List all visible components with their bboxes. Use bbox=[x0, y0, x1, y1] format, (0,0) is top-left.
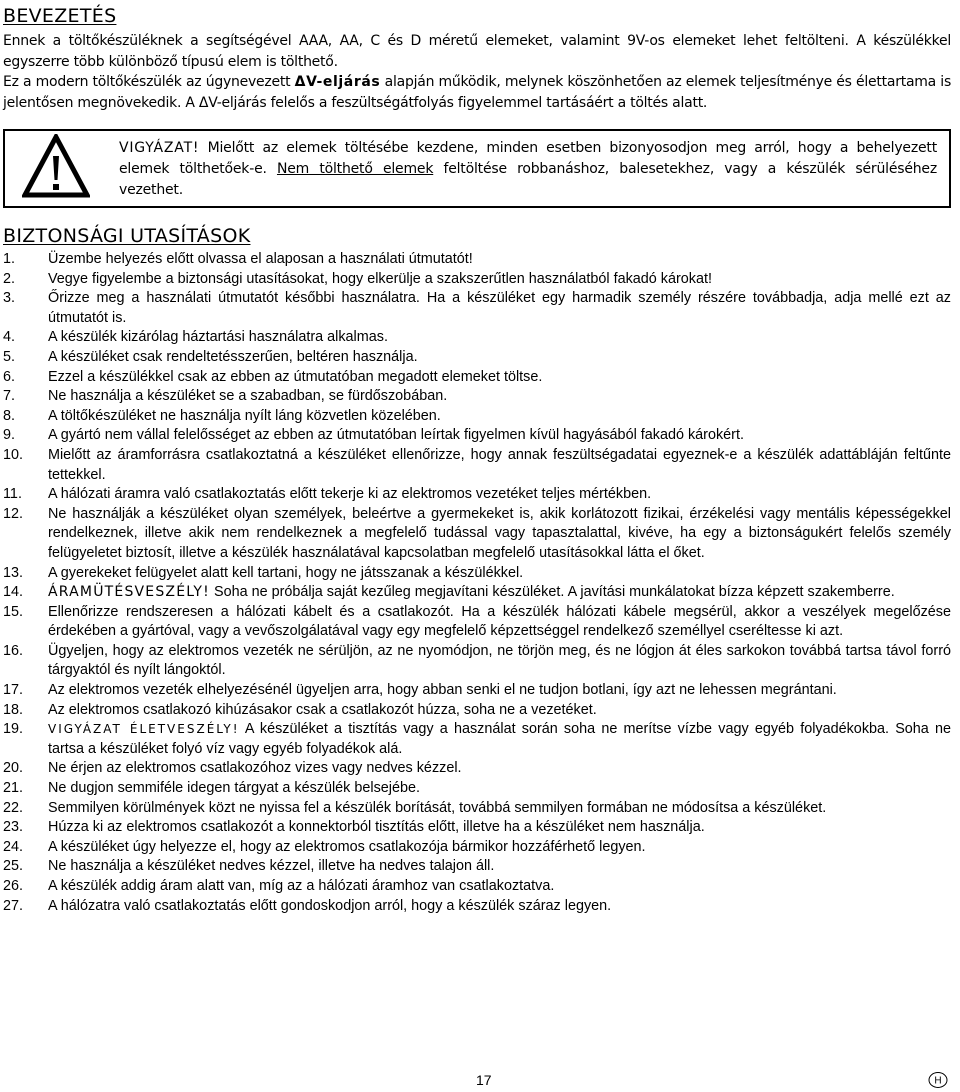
list-item-number: 8. bbox=[3, 407, 16, 424]
list-item bbox=[3, 426, 951, 446]
list-item-text: A hálózatra való csatlakoztatás előtt gondoskodjon arról, hogy a készülék száraz legyen. bbox=[48, 897, 612, 914]
list-item-text: Ne használja a készüléket se a szabadban, se fürdőszobában. bbox=[48, 388, 448, 405]
list-item-number: 11. bbox=[3, 486, 22, 503]
list-item bbox=[3, 250, 951, 270]
list-item-number: 7. bbox=[3, 388, 16, 405]
warning-box bbox=[3, 129, 951, 208]
list-item-number: 9. bbox=[3, 427, 16, 444]
list-item bbox=[3, 387, 951, 407]
list-item-number: 26. bbox=[3, 878, 24, 894]
list-item bbox=[3, 642, 951, 681]
list-item-text: A készüléket csak rendeltetésszerűen, beltéren használja. bbox=[48, 348, 418, 365]
list-item-number: 1. bbox=[3, 251, 16, 267]
list-item-text: Az elektromos csatlakozó kihúzásakor csak a csatlakozót húzza, soha ne a vezetéket. bbox=[48, 701, 597, 718]
list-item bbox=[3, 897, 951, 917]
list-item-number: 25. bbox=[3, 858, 24, 875]
list-item bbox=[3, 603, 951, 642]
warning-text-part: Mielőtt az elemek töltésébe kezdene, minden esetben bizonyosodjon meg arról, hogy a behelyezett elemek tölthetőek-e. bbox=[119, 140, 937, 177]
list-item-text: A gyerekeket felügyelet alatt kell tartani, hogy ne játsszanak a készülékkel. bbox=[48, 564, 524, 581]
intro-paragraph-1: Ennek a töltőkészüléknek a segítségével AAA, AA, C és D méretű elemeket, valamint 9V-os elemeket lehet feltölteni. A készülékkel egyszerre több különböző típusú elem is tölthető. bbox=[3, 33, 951, 70]
list-item-text: Az elektromos vezeték elhelyezésénél ügyeljen arra, hogy abban senki el ne tudjon botlani, így azt ne lehessen megrántani. bbox=[48, 682, 837, 699]
safety-instructions-list bbox=[3, 250, 951, 916]
language-badge-icon bbox=[928, 1071, 948, 1089]
list-item-text: A készüléket úgy helyezze el, hogy az elektromos csatlakozója bármikor hozzáférhető legyen. bbox=[48, 838, 646, 855]
warning-triangle-icon bbox=[22, 134, 90, 198]
list-item-number: 13. bbox=[3, 564, 24, 581]
warning-underlined-text: Nem tölthető elemek bbox=[276, 161, 434, 177]
list-item-text: Üzembe helyezés előtt olvassa el alaposan a használati útmutatót! bbox=[48, 251, 473, 267]
list-item-number: 24. bbox=[3, 838, 24, 855]
list-item-number: 6. bbox=[3, 368, 16, 385]
list-item bbox=[3, 779, 951, 799]
list-item bbox=[3, 759, 951, 779]
list-item bbox=[3, 270, 951, 290]
list-item-warning-lead: VIGYÁZAT ÉLETVESZÉLY! bbox=[48, 722, 240, 737]
list-item-text: Ne használja a készüléket nedves kézzel, illetve ha nedves talajon áll. bbox=[48, 858, 495, 875]
list-item-text: Ne érjen az elektromos csatlakozóhoz vizes vagy nedves kézzel. bbox=[48, 760, 462, 777]
list-item-number: 27. bbox=[3, 897, 24, 914]
list-item bbox=[3, 368, 951, 388]
list-item bbox=[3, 877, 951, 897]
list-item bbox=[3, 505, 951, 564]
list-item-number: 21. bbox=[3, 780, 24, 797]
list-item-number: 19. bbox=[3, 721, 24, 738]
warning-heading: VIGYÁZAT! bbox=[119, 140, 200, 156]
list-item-number: 5. bbox=[3, 348, 16, 365]
list-item-number: 20. bbox=[3, 760, 24, 777]
list-item-number: 17. bbox=[3, 682, 24, 699]
list-item bbox=[3, 583, 951, 603]
list-item-number: 10. bbox=[3, 446, 24, 463]
list-item-number: 16. bbox=[3, 642, 24, 659]
list-item bbox=[3, 681, 951, 701]
language-mark: H bbox=[934, 1075, 942, 1087]
list-item bbox=[3, 348, 951, 368]
list-item bbox=[3, 701, 951, 721]
list-item-number: 14. bbox=[3, 584, 24, 601]
list-item bbox=[3, 446, 951, 485]
intro-paragraph-2 bbox=[3, 72, 951, 113]
list-item-warning-lead: ÁRAMÜTÉSVESZÉLY! bbox=[48, 584, 210, 601]
list-item bbox=[3, 720, 951, 759]
list-item-text: Vegye figyelembe a biztonsági utasításokat, hogy elkerülje a szakszerűtlen használatból fakadó károkat! bbox=[48, 270, 712, 287]
list-item-text: Ne dugjon semmiféle idegen tárgyat a készülék belsejébe. bbox=[48, 780, 420, 797]
list-item-text: Húzza ki az elektromos csatlakozót a konnektorból tisztítás előtt, illetve ha a készüléket nem használja. bbox=[48, 819, 705, 836]
document-page bbox=[3, 4, 951, 916]
list-item-text: A töltőkészüléket ne használja nyílt láng közvetlen közelében. bbox=[48, 407, 441, 424]
list-item-number: 23. bbox=[3, 819, 24, 836]
list-item-text: A hálózati áramra való csatlakoztatás előtt tekerje ki az elektromos vezetéket teljes mértékben. bbox=[48, 486, 652, 503]
dv-method-term: ΔV-eljárás bbox=[294, 74, 381, 90]
warning-text-part: feltöltése robbanáshoz, balesetekhez, vagy a készülék sérüléséhez vezethet. bbox=[119, 161, 937, 198]
list-item-number: 18. bbox=[3, 701, 24, 718]
list-item bbox=[3, 485, 951, 505]
list-item-number: 15. bbox=[3, 603, 24, 620]
safety-heading: BIZTONSÁGI UTASÍTÁSOK bbox=[3, 225, 251, 247]
list-item-text: Mielőtt az áramforrásra csatlakoztatná a készüléket ellenőrizze, hogy annak feszültségadatai egyeznek-e a készülék adattábláján feltűnte tettekkel. bbox=[48, 446, 951, 483]
warning-text bbox=[119, 138, 937, 201]
list-item-number: 4. bbox=[3, 329, 16, 346]
list-item bbox=[3, 328, 951, 348]
intro-heading: BEVEZETÉS bbox=[3, 5, 117, 27]
list-item bbox=[3, 564, 951, 584]
list-item-text: Ne használják a készüléket olyan személyek, beleértve a gyermekeket is, akik korlátozott fizikai, érzékelési vagy mentális képességekkel rendelkeznek, illetve akik nem rendelkeznek a megfelelő tudással vagy tapasztalattal, kivéve, ha egy a biztonságukért felelős személy felügyeletet biztosít, illetve a készülék használatával kapcsolatban megfelelő utasításokkal látta el őket. bbox=[48, 505, 951, 561]
list-item bbox=[3, 818, 951, 838]
intro-text-part: Ez a modern töltőkészülék az úgynevezett bbox=[3, 74, 295, 90]
list-item-number: 3. bbox=[3, 290, 16, 307]
list-item-number: 12. bbox=[3, 505, 24, 522]
list-item-text: A készüléket a tisztítás vagy a használat során soha ne merítse vízbe vagy egyéb folyadékokba. Soha ne tartsa a készüléket folyó víz vagy egyéb folyadékok alá. bbox=[48, 721, 951, 757]
list-item-text: Őrizze meg a használati útmutatót későbbi használatra. Ha a készüléket egy harmadik személy részére továbbadja, adja mellé ezt az útmutatót is. bbox=[48, 290, 951, 326]
list-item-number: 22. bbox=[3, 799, 24, 816]
list-item bbox=[3, 289, 951, 328]
list-item-text: Soha ne próbálja saját kezűleg megjavítani készüléket. A javítási munkálatokat bízza képzett szakemberre. bbox=[209, 584, 895, 601]
list-item-text: Ezzel a készülékkel csak az ebben az útmutatóban megadott elemeket töltse. bbox=[48, 368, 543, 385]
list-item-text: Semmilyen körülmények közt ne nyissa fel a készülék borítását, továbbá semmilyen formában ne módosítsa a készüléket. bbox=[48, 799, 827, 816]
list-item bbox=[3, 838, 951, 858]
list-item-text: A gyártó nem vállal felelősséget az ebben az útmutatóban leírtak figyelmen kívül hagyásából fakadó károkért. bbox=[48, 427, 744, 444]
list-item-text: A készülék kizárólag háztartási használatra alkalmas. bbox=[48, 329, 388, 346]
page-number: 17 bbox=[476, 1072, 492, 1088]
list-item bbox=[3, 407, 951, 427]
list-item-text: A készülék addig áram alatt van, míg az a hálózati áramhoz van csatlakoztatva. bbox=[48, 878, 555, 894]
list-item bbox=[3, 799, 951, 819]
list-item-text: Ügyeljen, hogy az elektromos vezeték ne sérüljön, az ne nyomódjon, ne törjön meg, és ne lógjon át éles sarkokon továbbá tartsa távol forró tárgyaktól és nyílt lángoktól. bbox=[48, 642, 951, 679]
list-item bbox=[3, 857, 951, 877]
intro-text-part: alapján működik, melynek köszönhetően az elemek teljesítménye és élettartama is jelentősen megnövekedik. A ΔV-eljárás felelős a feszültségátfolyás figyelemmel tartásáért a töltés alatt. bbox=[3, 74, 951, 111]
list-item-number: 2. bbox=[3, 270, 16, 287]
list-item-text: Ellenőrizze rendszeresen a hálózati kábelt és a csatlakozót. Ha a készülék hálózati kábele megsérül, akkor a veszélyek megelőzése érdekében a gyártóval, vagy a vevőszolgálatával vagy egy megfelelő képzettséggel rendelkező személlyel cseréltesse ki azt. bbox=[48, 603, 951, 640]
